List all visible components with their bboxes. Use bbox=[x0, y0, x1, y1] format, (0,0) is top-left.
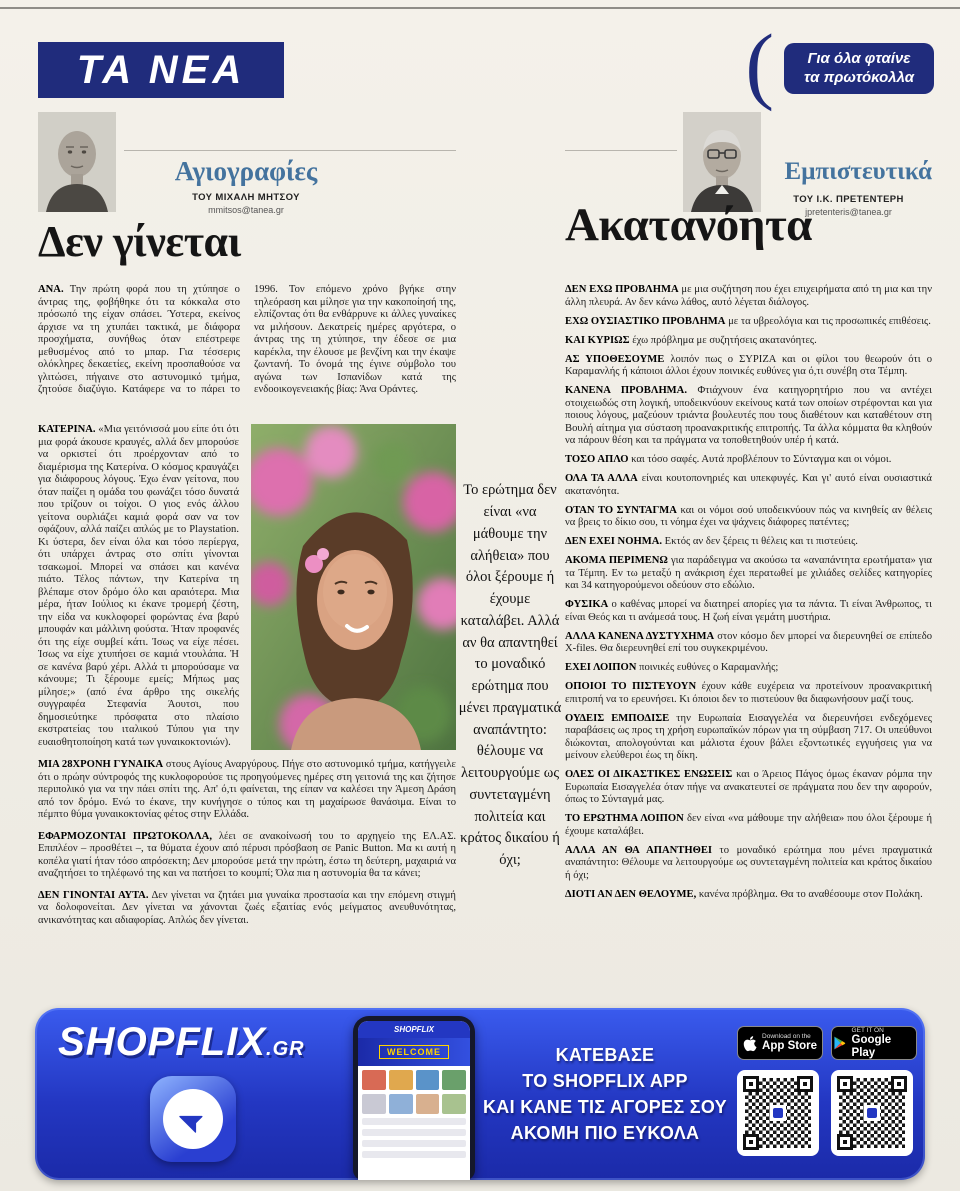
article-paragraph bbox=[565, 536, 932, 549]
paragraph-lead: ΦΥΣΙΚΑ bbox=[565, 599, 609, 610]
article-paragraph bbox=[565, 631, 932, 656]
ad-headline-line-1: ΚΑΤΕΒΑΣΕ bbox=[555, 1045, 655, 1065]
right-article-headline: Ακατανόητα bbox=[565, 199, 812, 251]
protocols-badge bbox=[745, 16, 934, 112]
paragraph-text: ποινικές ευθύνες ο Καραμανλής; bbox=[639, 662, 779, 673]
paragraph-text: λοιπόν πως ο ΣΥΡΙΖΑ και οι φίλοι του θεωρούν ότι ο Καραμανλής ή κάποιοι άλλοι έχουν ποινικές ευθύνες για ό,τι συνέβη στα Τέμπη. bbox=[565, 353, 932, 377]
masthead-title: ΤΑ ΝΕΑ bbox=[76, 47, 246, 92]
paragraph-lead: ΟΠΟΙΟΙ ΤΟ ΠΙΣΤΕΥΟΥΝ bbox=[565, 681, 697, 692]
badge-line-1: Για όλα φταίνε bbox=[807, 49, 911, 67]
badge-box bbox=[784, 43, 934, 94]
left-article-headline: Δεν γίνεται bbox=[38, 217, 241, 266]
paragraph-text: και οι νόμοι σού υποδεικνύουν πώς να κινηθείς αν θέλεις να βρεις το δίκιο σου, τι νόημα έχει να ψάχνεις διάφορες πατέντες; bbox=[565, 504, 932, 528]
section-title-empisteftika: Εμπιστευτικά bbox=[784, 158, 932, 185]
article-paragraph bbox=[565, 845, 932, 883]
badge-line-2: τα πρωτόκολλα bbox=[803, 69, 915, 86]
left-article-body bbox=[38, 284, 456, 996]
paragraph-lead: ΕΦΑΡΜΟΖΟΝΤΑΙ ΠΡΩΤΟΚΟΛΛΑ, bbox=[38, 830, 212, 842]
paragraph-text: Την πρώτη φορά που τη χτύπησε ο άντρας της, φοβήθηκε ότι τα κόκκαλα στο πρόσωπό της είχαν σπάσει. Ύστερα, εκείνος άρχισε να τη χτυπάει τακτικά, με διάφορα προσχήματα, συνήθως όταν επέστρεφε μεθυσμένος από το μπαρ. Για τέσσερις ολόκληρες δεκαετίες, εκείνη προσπαθούσε να γλιτώσει, πήγαινε στο αστυνομικό τμήμα, ζητούσε διαζύγιο. Κατάφερε να το πάρει το 1996. Τον επόμενο χρόνο βγήκε στην τηλεόραση και μίλησε για την κακοποίησή της, ελπίζοντας ότι θα ενθάρρυνε κι άλλες γυναίκες να μιλήσουν. Δεκατρείς ημέρες αργότερα, ο άντρας της τη χτύπησε, την έδεσε σε μια καρέκλα, την έλουσε με βενζίνη και την έκαψε ζωντανή. Το όνομά της έγινε σύμβολο του αγώνα των Ισπανίδων κατά της ενδοοικογενειακής βίας: Άνα Οράντες. bbox=[38, 284, 456, 395]
paragraph-lead: ΔΙΟΤΙ ΑΝ ΔΕΝ ΘΕΛΟΥΜΕ, bbox=[565, 888, 697, 900]
paragraph-text: με μια συζήτηση που έχει επιχειρήματα από τη μια και την άλλη πλευρά. Αν δεν κάνω λάθος, αυτό λέγεται διάλογος. bbox=[565, 284, 932, 308]
phone-product-tiles bbox=[358, 1090, 470, 1114]
paragraph-text: «Μια γειτόνισσά μου είπε ότι ότι μια φορά άκουσε κραυγές, αλλά δεν μπορούσε να ορκιστεί ότι προέρχονταν από το διαμέρισμα της Κατερίνα. Ο κόσμος κραυγάζει για διάφορους λόγους. Έχω έναν γείτονα, που όταν παίζει η ομάδα του φωνάζει τόσο δυνατά που τρίζουν οι τοίχοι. Ο γιος ενός άλλου γείτονα ουρλιάζει καμιά φορά σαν να τον σφάζουν, αλλά παίζει απλώς με το Playstation. Κι ύστερα, δεν είναι όλα και τόσο περίεργα, ότι υπάρχει άντρας στο σπίτι γίνονται τσακωμοί. Μπορεί να σπάσει και κανένα πιάτο. Τέλος πάντων, την Κατερίνα τη βλέπαμε στον δρόμο όλο και αραιότερα. Μια μέρα, ήταν Ιούλιος κι έκανε τρομερή ζέστη, την είδα να κυκλοφορεί φορώντας ένα βαρύ μπουφάν και μάλλινη φούστα. Ήταν προφανές ότι της είχε συμβεί κάτι. Ίσως να είχε πέσει. Ίσως να είχε χτυπήσει σε καμιά ντουλάπα. Ή σε κανένα βαρύ χέρι. Αλλά τι μπορούσαμε να κάνουμε; Τι ξέρουμε εμείς; Μήπως μας μίλησε;» (από ένα άρθρο της σικελής συγγραφέα Στεφανία Άουτσι, που δημοσιεύτηκε πρόσφατα στο πλαίσιο εκστρατείας του ιταλικού Τύπου για την ευαισθητοποίηση κατά των γυναικοκτονιών). bbox=[38, 424, 239, 748]
article-paragraph bbox=[565, 505, 932, 530]
paragraph-lead: ΕΧΕΙ ΛΟΙΠΟΝ bbox=[565, 662, 637, 673]
section-title-agiografies: Αγιογραφίες bbox=[174, 156, 318, 186]
article-paragraph bbox=[565, 316, 932, 329]
shopflix-brand-suffix: .GR bbox=[266, 1038, 305, 1060]
paragraph-text: είναι κουτοπονηριές και υπεκφυγές. Και γι' αυτό είναι ουσιαστικά ακατανόητα. bbox=[565, 473, 932, 497]
article-paragraph bbox=[565, 813, 932, 838]
article-paragraph bbox=[565, 454, 932, 467]
paragraph-text: και τόσο σαφές. Αυτά προβλέπουν το Σύνταγμα και οι νόμοι. bbox=[631, 454, 892, 465]
woman-photo-illustration bbox=[251, 424, 456, 750]
left-column-header bbox=[38, 112, 456, 214]
paragraph-lead: ΕΧΩ ΟΥΣΙΑΣΤΙΚΟ ΠΡΟΒΛΗΜΑ bbox=[565, 315, 726, 327]
paragraph-text: κανένα πρόβλημα. Θα το αναθέσουμε στον Πολάκη. bbox=[698, 888, 923, 900]
qr-code-appstore bbox=[737, 1070, 819, 1156]
paragraph-lead: ΚΑΙ ΚΥΡΙΩΣ bbox=[565, 334, 630, 346]
phone-welcome-banner bbox=[358, 1038, 470, 1066]
paragraph-text: λέει σε ανακοίνωσή του το αρχηγείο της ΕΛ.ΑΣ. Επιπλέον – προσθέτει –, τα θύματα έχουν από πέρυσι πρόσβαση σε Panic Button. Μα κι αυτή η κοπέλα γιατί ήταν τόσο απρόσεκτη; Δεν μπορούσε μετά την πρώτη, έστω τη δεύτερη, μαχαιριά να αναζητήσει το τηλέφωνό της και να πατήσει το κουμπί; Όλα πια η αστυνομία θα τα κάνει; bbox=[38, 830, 456, 879]
phone-app-header: SHOPFLIX bbox=[358, 1021, 470, 1038]
masthead-logo bbox=[38, 42, 284, 98]
paragraph-lead: ΑΛΛΑ ΑΝ ΘΑ ΑΠΑΝΤΗΘΕΙ bbox=[565, 844, 713, 856]
paragraph-lead: ΤΟ ΕΡΩΤΗΜΑ ΛΟΙΠΟΝ bbox=[565, 813, 684, 824]
gplay-big-label: Google Play bbox=[851, 1033, 892, 1059]
paragraph-lead: ΚΑΝΕΝΑ ΠΡΟΒΛΗΜΑ. bbox=[565, 385, 687, 396]
gplay-small-label: GET IT ON bbox=[851, 1026, 884, 1034]
shopflix-ad-banner bbox=[35, 1008, 925, 1180]
left-article-side-column bbox=[38, 424, 239, 750]
paragraph-text: Εκτός αν δεν ξέρεις τι θέλεις και τι πιστεύεις. bbox=[664, 536, 858, 547]
columnist-photo-pretenteris bbox=[683, 112, 761, 212]
pull-quote-text: Το ερώτημα δεν είναι «να μάθουμε την αλήθεια» που όλοι ξέρουμε ή έχουμε καταλάβει. Αλλά αν θα απαντηθεί το μοναδικό ερώτημα που μένει πραγματικά αναπάντητο: θέλουμε να λειτουργούμε ως συντεταγμένη πολιτεία και κράτος δικαίου ή όχι; bbox=[458, 482, 562, 868]
article-paragraph bbox=[565, 354, 932, 379]
article-paragraph bbox=[565, 335, 932, 348]
paragraph-text: με τα υβρεολόγια και τις προσωπικές επιθέσεις. bbox=[728, 315, 931, 327]
paragraph-lead: ΚΑΤΕΡΙΝΑ. bbox=[38, 424, 96, 435]
page-top-rule bbox=[0, 7, 960, 9]
paragraph-lead: ΟΥΔΕΙΣ ΕΜΠΟΔΙΣΕ bbox=[565, 712, 670, 724]
paragraph-lead: ΔΕΝ ΓΙΝΟΝΤΑΙ ΑΥΤΑ. bbox=[38, 889, 149, 901]
author-email-mitsou: mmitsos@tanea.gr bbox=[208, 205, 284, 215]
shopflix-brand-text: SHOPFLIX bbox=[58, 1020, 267, 1064]
paragraph-lead: ΔΕΝ ΕΧΕΙ ΝΟΗΜΑ. bbox=[565, 536, 662, 547]
paragraph-text: Δεν γίνεται να ζητάει μια γυναίκα προστασία και την επόμενη στιγμή να δολοφονείται. Δεν γίνεται να χάνονται ζωές εξαιτίας ενός μείγματος ανευθυνότητας, ανικανότητας και αδιαφορίας. Απλώς δεν γίνεται. bbox=[38, 889, 456, 926]
shopflix-logo-mark bbox=[150, 1076, 236, 1162]
left-article-intro bbox=[38, 284, 456, 421]
ad-headline-line-2: ΤΟ SHOPFLIX APP bbox=[522, 1071, 688, 1092]
author-email-pretenteris: jpretenteris@tanea.gr bbox=[805, 207, 892, 217]
portrait-pretenteris-illustration bbox=[683, 112, 761, 212]
paragraph-text: έχουν κάθε ευχέρεια να προτείνουν προανακριτική επιτροπή να το ερευνήσει. Κι όποιοι δεν το πιστεύουν θα διαφωνήσουν μαζί τους. bbox=[565, 681, 932, 705]
article-paragraph bbox=[565, 555, 932, 593]
paragraph-lead: ΤΟΣΟ ΑΠΛΟ bbox=[565, 454, 629, 465]
paragraph-text: στον κόσμο δεν μπορεί να διερευνηθεί σε επίπεδο X-files. Θα διερευνηθεί επί του συγκεκριμένου. bbox=[565, 630, 932, 654]
article-paragraph bbox=[565, 889, 932, 902]
paragraph-text: την Ευρωπαία Εισαγγελέα να διερευνήσει ενδεχόμενες παραβάσεις ως προς τη χρήση ευρωπαϊκών πόρων για τη σύμβαση 717. Οι υπεύθυνοι διώκονται, απολογούνται και μάλιστα έχουν βάλει εξοντωτικές εγγυήσεις για να μείνουν ελεύθεροι έως τη δίκη. bbox=[565, 712, 932, 761]
header-rule bbox=[124, 150, 456, 151]
article-paragraph bbox=[565, 681, 932, 706]
paragraph-text: για παράδειγμα να ακούσω τα «αναπάντητα ερωτήματα» για τα Τέμπη. Εν τω μεταξύ η ανάκριση έχει περατωθεί με χιλιάδες σελίδες κατηγορίες και 34 κατηγορούμενοι οδεύουν στο εδώλιο. bbox=[565, 555, 932, 591]
phone-product-tiles bbox=[358, 1066, 470, 1090]
qr-code-gplay bbox=[831, 1070, 913, 1156]
paragraph-text: και ο Άρειος Πάγος όμως έκαναν ρόμπα την Ευρωπαία Εισαγγελέα όταν πήγε να ανακατευτεί σε πράγματα που δεν την αφορούν, όπως το Σύνταγμά μας. bbox=[565, 769, 932, 805]
article-photo-woman bbox=[251, 424, 456, 750]
right-article-body bbox=[565, 284, 932, 932]
article-paragraph bbox=[565, 385, 932, 448]
paragraph-text: έχω πρόβλημα με συζητήσεις ακατανόητες. bbox=[632, 334, 817, 346]
apple-icon bbox=[743, 1035, 757, 1052]
paragraph-lead: ΑΛΛΑ ΚΑΝΕΝΑ ΔΥΣΤΥΧΗΜΑ bbox=[565, 630, 715, 642]
paragraph-lead: ΔΕΝ ΕΧΩ ΠΡΟΒΛΗΜΑ bbox=[565, 284, 679, 295]
appstore-small-label: Download on the bbox=[762, 1033, 811, 1041]
left-article-bottom-paragraphs bbox=[38, 759, 456, 927]
ad-headline-line-4: ΑΚΟΜΗ ΠΙΟ ΕΥΚΟΛΑ bbox=[510, 1123, 700, 1144]
article-paragraph bbox=[565, 662, 932, 675]
phone-mockup bbox=[353, 1016, 475, 1180]
paragraph-lead: ΟΤΑΝ ΤΟ ΣΥΝΤΑΓΜΑ bbox=[565, 504, 677, 516]
paragraph-lead: ΑΚΟΜΑ ΠΕΡΙΜΕΝΩ bbox=[565, 555, 668, 566]
article-paragraph bbox=[565, 599, 932, 624]
parenthesis-mark: ( bbox=[745, 16, 774, 112]
article-paragraph bbox=[565, 473, 932, 498]
article-paragraph bbox=[565, 284, 932, 309]
author-byline-mitsou: ΤΟΥ ΜΙΧΑΛΗ ΜΗΤΣΟΥ bbox=[192, 192, 300, 203]
paragraph-lead: ΜΙΑ 28ΧΡΟΝΗ ΓΥΝΑΙΚΑ bbox=[38, 759, 164, 770]
paragraph-lead: ΑΝΑ. bbox=[38, 284, 64, 295]
google-play-icon bbox=[832, 1035, 847, 1051]
cursor-icon bbox=[163, 1089, 223, 1149]
phone-screen bbox=[358, 1021, 470, 1180]
paragraph-text: το μοναδικό ερώτημα που μένει πραγματικά αναπάντητο: Θέλουμε να λειτουργούμε ως συντεταγμένη πολιτεία και κράτος δικαίου ή όχι; bbox=[565, 844, 932, 881]
article-paragraph bbox=[565, 713, 932, 763]
ad-headline-line-3: ΚΑΙ ΚΑΝΕ ΤΙΣ ΑΓΟΡΕΣ ΣΟΥ bbox=[483, 1097, 727, 1118]
paragraph-text: Φτιάχνουν ένα κατηγορητήριο που να αντέχει στοιχειωδώς στη λογική, υποδεικνύουν εκείνους κατά των οποίων στρέφονται και για ποιους λόγους, μαζεύουν τριάντα βουλευτές που τους διαθέτουν και καταθέτουν στη Βουλή αίτημα για σύσταση προανακριτικής επιτροπής. Τα άλλα κόμματα θα κληθούν να πάρουν θέση και τα πράγματα να τοποθετηθούν υπέρ ή κατά. bbox=[565, 385, 932, 446]
google-play-badge bbox=[831, 1026, 917, 1060]
appstore-big-label: App Store bbox=[762, 1040, 817, 1053]
article-paragraph bbox=[38, 831, 456, 881]
article-paragraph bbox=[565, 769, 932, 807]
columnist-photo-mitsou bbox=[38, 112, 116, 212]
pull-quote bbox=[458, 430, 562, 922]
welcome-label: WELCOME bbox=[379, 1045, 449, 1059]
paragraph-text: ο καθένας μπορεί να διατηρεί απορίες για τα πάντα. Τι είναι Άνθρωπος, τι είναι Θεός και τι ανάμεσά τους. Η ζωή είναι γεμάτη μυστήρια. bbox=[565, 599, 932, 623]
paragraph-lead: ΟΛΑ ΤΑ ΑΛΛΑ bbox=[565, 473, 638, 484]
article-paragraph bbox=[38, 890, 456, 928]
app-store-badge bbox=[737, 1026, 823, 1060]
portrait-mitsou-illustration bbox=[38, 112, 116, 212]
phone-list-rows bbox=[358, 1114, 470, 1166]
paragraph-lead: ΑΣ ΥΠΟΘΕΣΟΥΜΕ bbox=[565, 353, 665, 365]
paragraph-lead: ΟΛΕΣ ΟΙ ΔΙΚΑΣΤΙΚΕΣ ΕΝΩΣΕΙΣ bbox=[565, 769, 733, 780]
paragraph-text: στους Αγίους Αναργύρους. Πήγε στο αστυνομικό τμήμα, κατήγγειλε ότι ο πρώην σύντροφός της κυκλοφορούσε τις προηγούμενες ημέρες στη γειτονιά της και ζήτησε περιπολικό για να την πάει σπίτι της. Απ' ό,τι φαίνεται, της είπαν να καλέσει την Άμεση Δράση από τον δρόμο. Ενώ το έκανε, την κυνήγησε ο τύπος και τη μαχαίρωσε θανάσιμα. Είναι το πέμπτο θύμα γυναικοκτονίας φέτος στην Ελλάδα. bbox=[38, 759, 456, 820]
article-paragraph bbox=[38, 759, 456, 822]
shopflix-logo bbox=[58, 1020, 305, 1065]
author-byline-pretenteris: ΤΟΥ Ι.Κ. ΠΡΕΤΕΝΤΕΡΗ bbox=[793, 194, 904, 205]
paragraph-text: δεν είναι «να μάθουμε την αλήθεια» που όλοι ξέρουμε ή έχουμε καταλάβει. bbox=[565, 813, 932, 837]
ad-headline bbox=[483, 1042, 727, 1146]
header-rule bbox=[565, 150, 677, 151]
